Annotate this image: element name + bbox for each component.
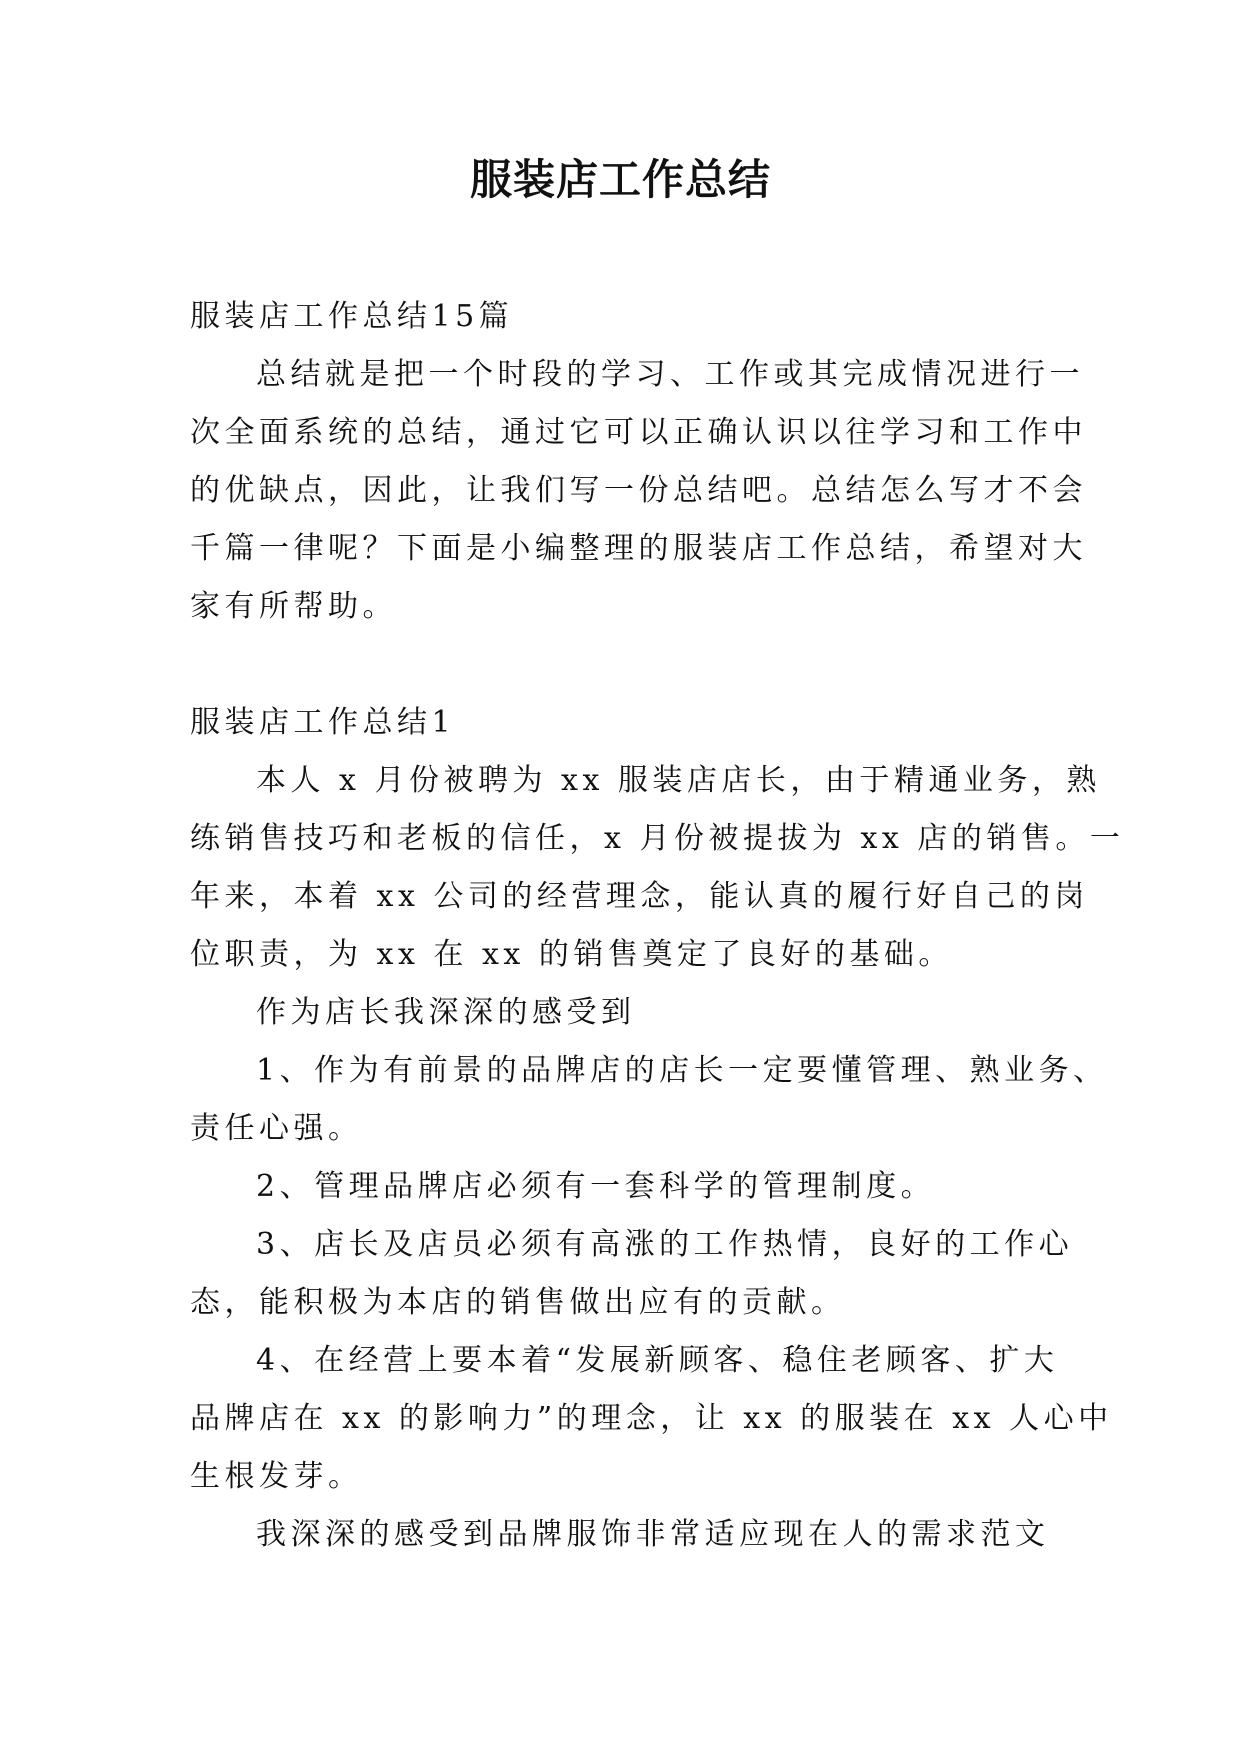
- section-heading: 服装店工作总结1: [190, 705, 456, 740]
- list-item-3: [190, 1216, 1074, 1332]
- paragraph-line: 态，能积极为本店的销售做出应有的贡献。: [190, 1285, 846, 1320]
- paragraph-line: 生根发芽。: [190, 1459, 363, 1494]
- paragraph-line: 4、在经营上要本着“发展新顾客、稳住老顾客、扩大: [256, 1343, 1059, 1378]
- final-paragraph-line: 我深深的感受到品牌服饰非常适应现在人的需求范文: [256, 1517, 1050, 1552]
- paragraph-line: 品牌店在 xx 的影响力”的理念，让 xx 的服装在 xx 人心中: [190, 1401, 1113, 1436]
- document-subtitle: 服装店工作总结15篇: [190, 299, 514, 334]
- paragraph-line: 3、店长及店员必须有高涨的工作热情，良好的工作心: [256, 1227, 1074, 1262]
- list-item-2: 2、管理品牌店必须有一套科学的管理制度。: [256, 1169, 936, 1204]
- paragraph-line: 千篇一律呢？下面是小编整理的服装店工作总结，希望对大: [190, 531, 1087, 566]
- paragraph-line: 总结就是把一个时段的学习、工作或其完成情况进行一: [256, 357, 1084, 392]
- paragraph-line: 责任心强。: [190, 1111, 363, 1146]
- paragraph-line: 练销售技巧和老板的信任，x 月份被提拔为 xx 店的销售。一: [190, 821, 1125, 856]
- paragraph-line: 家有所帮助。: [190, 589, 397, 624]
- paragraph-line: 年来，本着 xx 公司的经营理念，能认真的履行好自己的岗: [190, 879, 1089, 914]
- paragraph-line: 本人 x 月份被聘为 xx 服装店店长，由于精通业务，熟: [256, 763, 1101, 798]
- paragraph-1: [190, 752, 1125, 984]
- paragraph-line: 位职责，为 xx 在 xx 的销售奠定了良好的基础。: [190, 937, 953, 972]
- paragraph-2: 作为店长我深深的感受到: [256, 995, 636, 1030]
- paragraph-line: 次全面系统的总结，通过它可以正确认识以往学习和工作中: [190, 415, 1087, 450]
- paragraph-line: 1、作为有前景的品牌店的店长一定要懂管理、熟业务、: [256, 1053, 1108, 1088]
- document-body: [190, 288, 1125, 1564]
- intro-paragraph: [190, 346, 1087, 636]
- list-item-4: [190, 1332, 1113, 1506]
- paragraph-line: 的优缺点，因此，让我们写一份总结吧。总结怎么写才不会: [190, 473, 1087, 508]
- blank-spacer: [190, 636, 1060, 694]
- document-title: 服装店工作总结: [469, 155, 771, 204]
- list-item-1: [190, 1042, 1108, 1158]
